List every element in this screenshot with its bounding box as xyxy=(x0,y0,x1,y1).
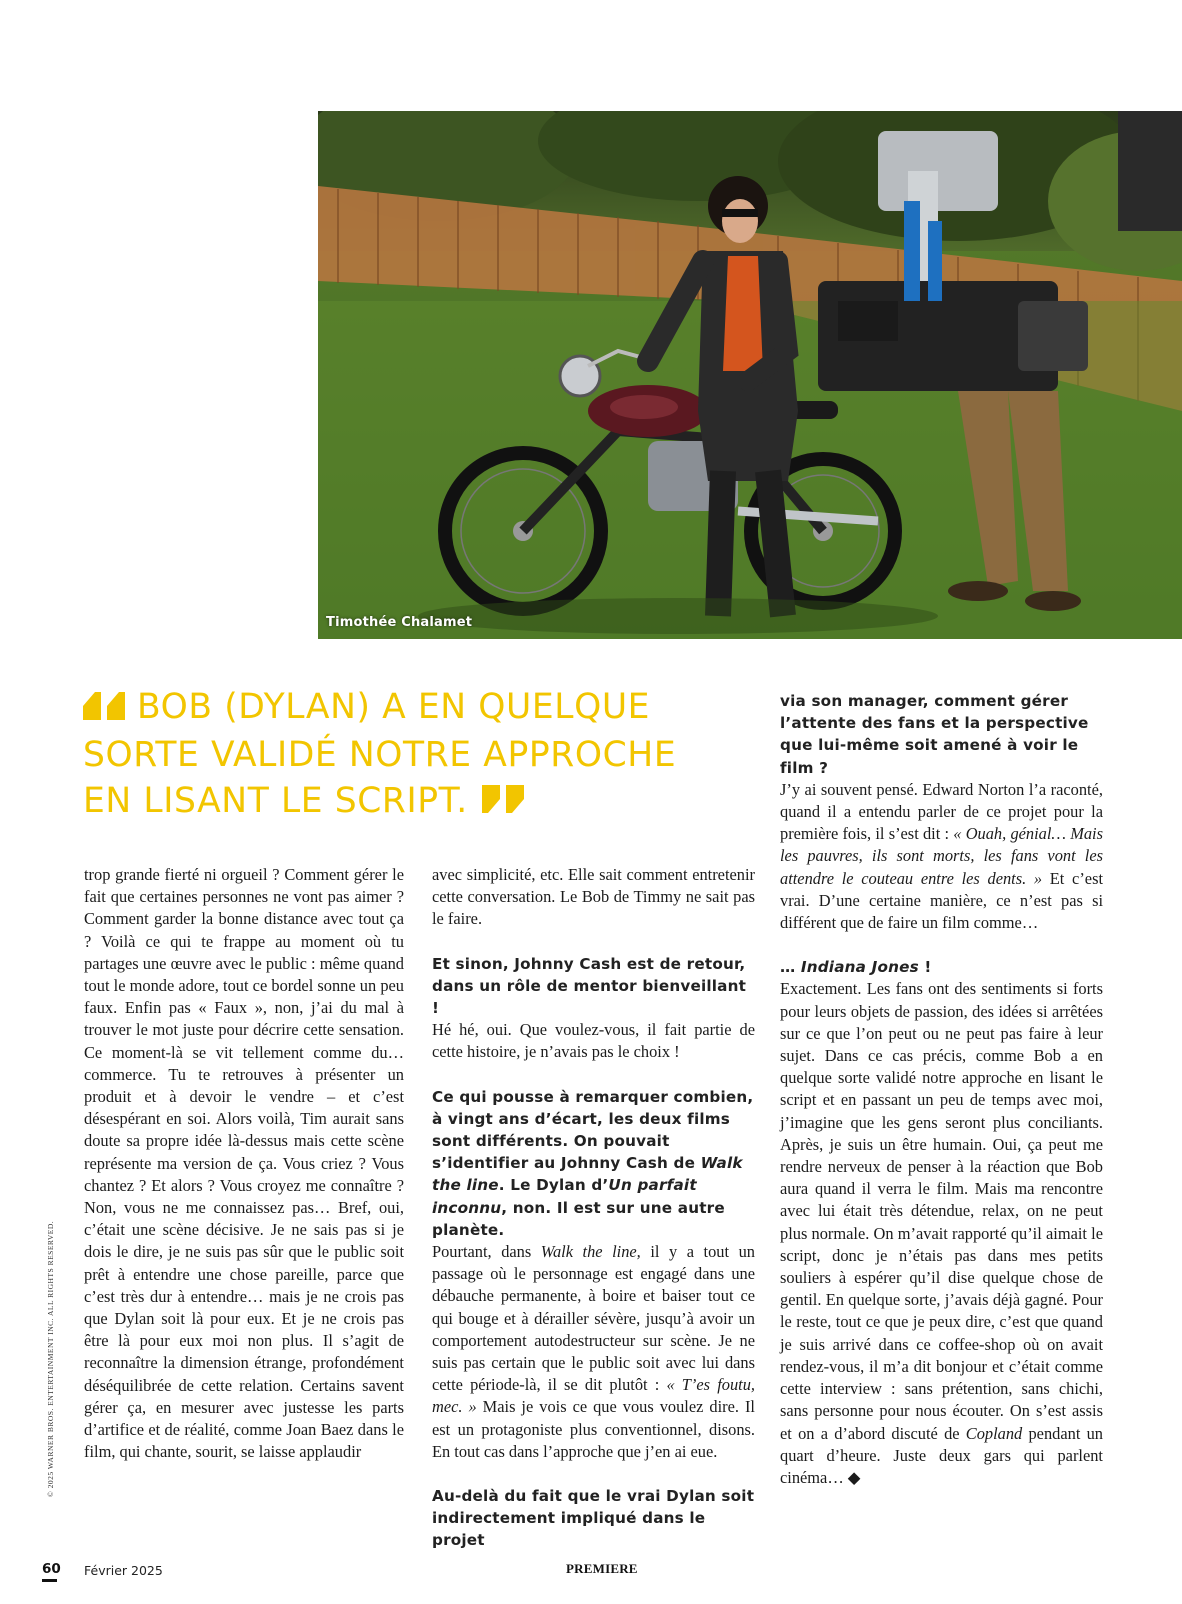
interview-answer: Exactement. Les fans ont des sentiments si forts pour leurs objets de passion, des idées si arrêtées sur ce que l’on peut ou ne peut pas faire à leur sujet. Dans ce cas précis, comme Bob a en quelque sorte validé notre approche en lisant le script et en passant un peu de temps avec moi, j’imagine que les gens seront plus conciliants. Après, je suis un être humain. Oui, ça peut me rendre nerveux de penser à la réaction que Bob aura quand il verra le film. Mais ma rencontre avec lui était très détendue, relax, on ne peut plus normale. On m’avait rapporté qu’il aimait le script, donc je n’étais pas dans mes petits souliers à espérer qu’il dise quelque chose de gentil. En quelque sorte, j’avais déjà gagné. Pour le reste, tout ce que je peux dire, c’est que quand je suis arrivé dans ce coffee-shop où on avait rendez-vous, il m’a dit bonjour et c’était comme cette interview : sans prétention, sans chichi, sans personne pour nous écouter. On s’est assis et on a d’abord discuté de Copland pendant un quart d’heure. Juste deux gars qui parlent cinéma… ◆ xyxy=(780,979,1103,1487)
article-column-2 xyxy=(432,864,755,1552)
interview-question: Ce qui pousse à remarquer combien, à vingt ans d’écart, les deux films sont différents. On pouvait s’identifier au Johnny Cash de Walk the line. Le Dylan d’Un parfait inconnu, non. Il est sur une autre planète. xyxy=(432,1087,754,1239)
body-paragraph: avec simplicité, etc. Elle sait comment entretenir cette conversation. Le Bob de Timmy ne sait pas le faire. xyxy=(432,865,755,929)
interview-question: Et sinon, Johnny Cash est de retour, dans un rôle de mentor bienveillant ! xyxy=(432,954,747,1018)
article-column-3 xyxy=(780,690,1103,1489)
magazine-name: PREMIERE xyxy=(566,1561,638,1576)
issue-date: Février 2025 xyxy=(84,1563,163,1578)
photo-caption: Timothée Chalamet xyxy=(326,615,473,630)
pull-quote-text: BOB (DYLAN) A EN QUELQUE SORTE VALIDÉ NOTRE APPROCHE EN LISANT LE SCRIPT. xyxy=(83,687,677,821)
interview-answer: Hé hé, oui. Que voulez-vous, il fait partie de cette histoire, je n’avais pas le choix ! xyxy=(432,1020,755,1062)
photo-credit: © 2025 WARNER BROS. ENTERTAINMENT INC. ALL RIGHTS RESERVED. xyxy=(46,1220,55,1497)
body-paragraph: trop grande fierté ni orgueil ? Comment gérer le fait que certaines personnes ne vont pas aimer ? Comment garder la bonne distance avec tout ça ? Voilà ce qui te frappe au moment où tu partages une œuvre avec le public : même quand tout le monde adore, tout ce bordel sonne un peu faux. Enfin pas « Faux », non, j’ai du mal à trouver le mot juste pour décrire cette sensation. Ce moment-là se vit tellement comme du… commerce. Tu te retrouves à présenter un produit et à devoir le vendre – et c’est désespérant en soi. Alors voilà, Tim aurait sans doute sa propre idée là-dessus mais cette scène représente ma version de ça. Vous criez ? Vous chantez ? Et alors ? Vous croyez me connaître ? Non, vous ne me connaissez pas… Bref, oui, c’était une scène décisive. Je ne sais pas si je dois le dire, je ne suis pas sûr que le public soit prêt à entendre une chose pareille, parce que c’est très dur à entendre… mais je ne crois pas que Dylan soit là pour eux. Et je ne crois pas être là pour eux moi non plus. Il s’agit de reconnaître la dimension étrange, profondément déséquilibrée de cette relation. Certains savent gérer ça, en mesurer avec justesse les parts d’artifice et de réalité, comme Joan Baez dans le film, qui chante, sourit, se laisse applaudir xyxy=(84,865,404,1462)
page-number-underline xyxy=(42,1579,57,1582)
article-column-1 xyxy=(84,864,404,1463)
article-photo xyxy=(318,111,1182,639)
page-number: 60 xyxy=(42,1561,61,1577)
pull-quote xyxy=(83,684,723,825)
interview-question: Au-delà du fait que le vrai Dylan soit indirectement impliqué dans le projet xyxy=(432,1487,755,1550)
close-quote-icon xyxy=(482,779,526,825)
interview-answer: Pourtant, dans Walk the line, il y a tout un passage où le personnage est engagé dans une débauche permanente, à boire et baiser tout ce qui bouge et à dérailler sévère, jusqu’à avoir un comportement autodestructeur sur scène. Je ne suis pas certain que le public soit avec lui dans cette période-là, il se dit plutôt : « T’es foutu, mec. » Mais je vois ce que vous voulez dire. Il est un protagoniste plus conventionnel, disons. En tout cas dans l’approche que j’en ai eue. xyxy=(432,1242,755,1461)
interview-question: via son manager, comment gérer l’attente des fans et la perspective que lui-même soit amené à voir le film ? xyxy=(780,692,1089,777)
photo-man-on-motorcycle-with-film-camera xyxy=(318,111,1182,639)
interview-answer: J’y ai souvent pensé. Edward Norton l’a raconté, quand il a entendu parler de ce projet pour la première fois, il s’est dit : « Ouah, génial… Mais les pauvres, ils sont morts, les fans vont les attendre le couteau entre les dents. » Et c’est vrai. D’une certaine manière, ce n’est pas si différent que de faire un film comme… xyxy=(780,779,1103,933)
open-quote-icon xyxy=(83,686,127,732)
interview-question: … Indiana Jones ! xyxy=(780,958,932,977)
